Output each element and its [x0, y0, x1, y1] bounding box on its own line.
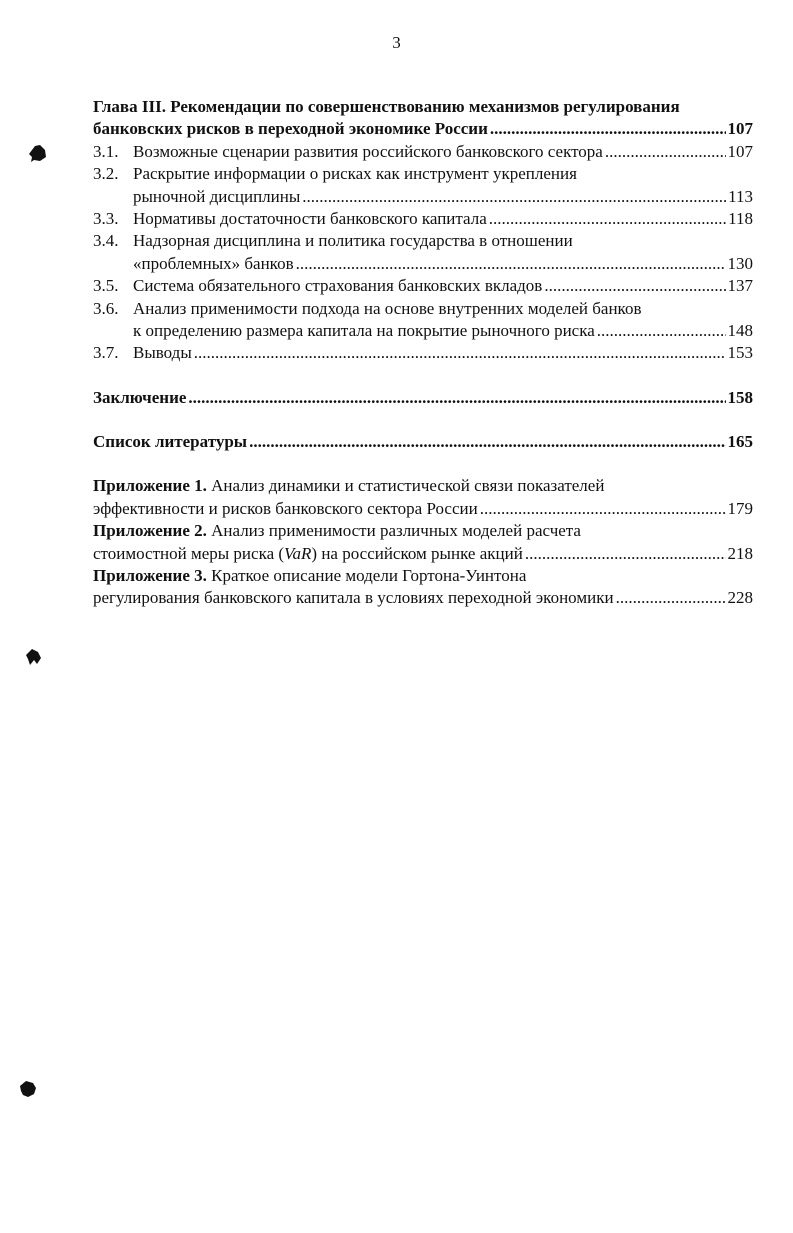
dot-leader [489, 208, 726, 230]
section-title: Выводы [133, 343, 192, 363]
dot-leader [616, 587, 726, 609]
section-number: 3.7. [93, 343, 119, 363]
section-title-cont: рыночной дисциплины [133, 186, 301, 206]
dot-leader [302, 186, 726, 208]
dot-leader [296, 253, 726, 275]
appendix-page: 179 [727, 498, 753, 518]
toc-entry-3-2-cont [93, 186, 753, 208]
toc-entry-3-6-cont [93, 320, 753, 342]
appendix-title-cont: регулирования банковского капитала в условиях переходной экономики [93, 588, 614, 608]
toc-entry-appendix-1 [93, 475, 753, 497]
appendix-page: 218 [727, 543, 753, 563]
toc-entry-3-3 [93, 208, 753, 230]
toc-entry-appendix-2-cont [93, 543, 753, 565]
dot-leader [249, 431, 725, 453]
section-number: 3.3. [93, 208, 119, 228]
section-title: Система обязательного страхования банковских вкладов [133, 276, 543, 296]
appendix-title: Анализ динамики и статистической связи показателей [211, 476, 605, 496]
section-title: Раскрытие информации о рисках как инструмент укрепления [133, 164, 577, 184]
section-number: 3.5. [93, 276, 119, 296]
toc-entry-3-4-cont [93, 253, 753, 275]
section-page: 113 [728, 186, 753, 206]
section-page: 153 [727, 343, 753, 363]
section-number: 3.2. [93, 164, 119, 184]
conclusion-page: 158 [727, 387, 753, 407]
section-page: 148 [727, 320, 753, 340]
section-title: Анализ применимости подхода на основе внутренних моделей банков [133, 298, 642, 318]
appendix-page: 228 [727, 588, 753, 608]
references-page: 165 [727, 432, 753, 452]
punch-hole-mark-3 [17, 1078, 39, 1100]
section-page: 137 [727, 276, 753, 296]
section-page: 130 [727, 253, 753, 273]
dot-leader [188, 387, 725, 409]
page-number: 3 [392, 33, 401, 52]
appendix-label: Приложение 3. [93, 566, 207, 586]
chapter-page: 107 [727, 119, 753, 139]
section-page: 118 [728, 208, 753, 228]
appendix-title: Краткое описание модели Гортона-Уинтона [211, 566, 527, 586]
toc-entry-3-4 [93, 230, 753, 252]
appendix-label: Приложение 2. [93, 521, 207, 541]
appendix-title-cont: стоимостной меры риска (VaR) на российском рынке акций [93, 543, 523, 563]
appendix-title-cont: эффективности и рисков банковского сектора России [93, 498, 478, 518]
section-page: 107 [727, 141, 753, 161]
dot-leader [490, 118, 726, 140]
section-number: 3.1. [93, 141, 119, 161]
toc-entry-3-7 [93, 342, 753, 364]
toc-entry-conclusion: Заключение ..... 158 [93, 387, 753, 409]
dot-leader [525, 543, 726, 565]
toc-entry-3-2 [93, 163, 753, 185]
dot-leader [544, 275, 725, 297]
section-title: Возможные сценарии развития российского банковского сектора [133, 141, 603, 161]
section-number: 3.4. [93, 231, 119, 251]
dot-leader [597, 320, 726, 342]
section-title-cont: «проблемных» банков [133, 253, 294, 273]
dot-leader [605, 141, 726, 163]
punch-hole-mark-1 [26, 142, 48, 164]
toc-entry-appendix-1-cont [93, 498, 753, 520]
appendix-label: Приложение 1. [93, 476, 207, 496]
toc-entry-appendix-3 [93, 565, 753, 587]
section-number: 3.6. [93, 298, 119, 318]
toc-entry-appendix-2 [93, 520, 753, 542]
dot-leader [480, 498, 726, 520]
toc-entry-appendix-3-cont [93, 587, 753, 609]
section-title-cont: к определению размера капитала на покрытие рыночного риска [133, 320, 595, 340]
chapter-title-line2: банковских рисков в переходной экономике России ..... 107 [93, 118, 753, 140]
dot-leader [194, 342, 726, 364]
toc-entry-3-5 [93, 275, 753, 297]
toc-entry-3-1 [93, 141, 753, 163]
appendix-title: Анализ применимости различных моделей расчета [211, 521, 581, 541]
section-title: Надзорная дисциплина и политика государства в отношении [133, 231, 573, 251]
section-title: Нормативы достаточности банковского капитала [133, 208, 487, 228]
toc-entry-3-6 [93, 298, 753, 320]
chapter-title-line1: Глава III. Рекомендации по совершенствованию механизмов регулирования [93, 97, 680, 116]
table-of-contents [93, 96, 753, 610]
toc-entry-references: Список литературы ..... 165 [93, 431, 753, 453]
punch-hole-mark-2 [22, 646, 44, 668]
